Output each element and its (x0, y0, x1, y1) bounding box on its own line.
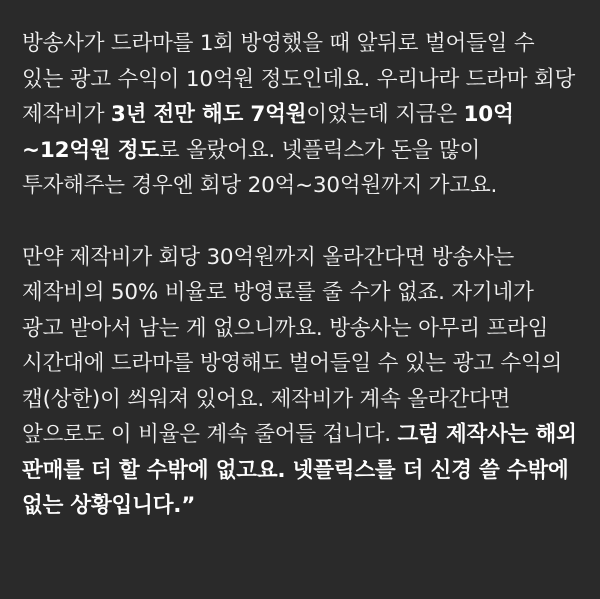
text-run-bold: 10억~12억원 정도 (22, 102, 514, 163)
paragraph-1 (22, 26, 578, 204)
text-run: 만약 제작비가 회당 30억원까지 올라간다면 방송사는 제작비의 50% 비율로 방영료를 줄 수가 없죠. 자기네가 광고 받아서 남는 게 없으니까요. 방송사는 아무리 프라임 시간대에 드라마를 방영해도 벌어들일 수 있는 광고 수익의 캡(상한)이 씌워져 있어요. 제작비가 계속 올라간다면 앞으로도 이 비율은 계속 줄어들 겁니다. (22, 244, 563, 447)
text-run-bold: 그럼 제작사는 해외 판매를 더 할 수밖에 없고요. 넷플릭스를 더 신경 쓸 수밖에 없는 상황입니다.” (22, 422, 577, 518)
text-run: 이었는데 지금은 (306, 102, 464, 127)
document-body (22, 26, 578, 524)
paragraph-2 (22, 240, 578, 524)
text-run: 로 올랐어요. 넷플릭스가 돈을 많이 투자해주는 경우엔 회당 20억~30억원까지 가고요. (22, 137, 498, 198)
text-run-bold: 3년 전만 해도 7억원 (110, 102, 307, 127)
text-run: 방송사가 드라마를 1회 방영했을 때 앞뒤로 벌어들일 수 있는 광고 수익이 10억원 정도인데요. 우리나라 드라마 회당 제작비가 (22, 31, 576, 127)
